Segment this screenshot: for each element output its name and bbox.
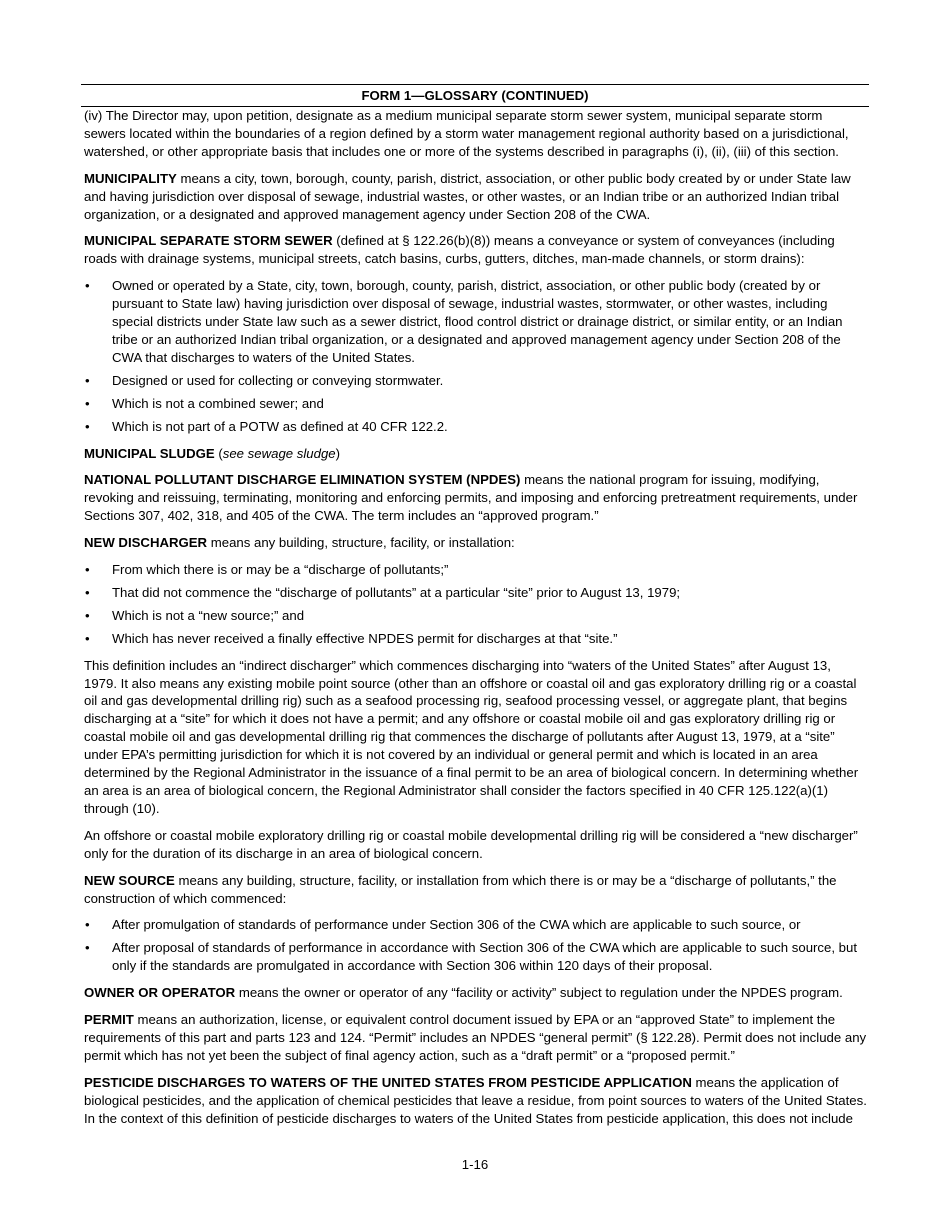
paren-open: ( [214, 445, 223, 461]
definition-municipal-separate-storm-sewer [84, 232, 867, 268]
bullet-icon: • [85, 372, 90, 388]
document-page [81, 84, 869, 1137]
list-item-text: Owned or operated by a State, city, town, borough, county, parish, district, association, or other public body (created by or pursuant to State law) having jurisdiction over disposal of sewage, industrial wastes, stormwater, or other wastes, including special districts under State law such as a sewer district, flood control district or drainage district, or similar entity, or an Indian tribe or an authorized Indian tribal organization, or a designated and approved management agency under Section 208 of the CWA that discharges to waters of the United States. [112, 278, 843, 365]
term-municipality: MUNICIPALITY [84, 170, 177, 186]
list-item [84, 916, 867, 934]
intro-paragraph: (iv) The Director may, upon petition, designate as a medium municipal separate storm sewer system, municipal separate storm sewers located within the boundaries of a region defined by a storm water management regional authority based on a jurisdictional, watershed, or other appropriate basis that includes one or more of the systems described in paragraphs (i), (ii), (iii) of this section. [84, 108, 849, 159]
definition-text: means a city, town, borough, county, parish, district, association, or other public body created by or under State law and having jurisdiction over disposal of sewage, industrial wastes, or other wastes, or an Indian tribe or an authorized Indian tribal organization, or a designated and approved management agency under Section 208 of the CWA. [84, 170, 851, 222]
list-item [84, 607, 867, 625]
definition-pesticide-discharges [84, 1074, 867, 1128]
list-item [84, 561, 867, 579]
definition-text: means the owner or operator of any “facility or activity” subject to regulation under the NPDES program. [235, 985, 843, 1001]
list-item [84, 939, 867, 975]
definition-text: (defined at § 122.26(b)(8)) means a conveyance or system of conveyances (including roads with drainage systems, municipal streets, catch basins, curbs, gutters, ditches, man-made channels, or storm drains): [84, 233, 835, 267]
list-item-text: After promulgation of standards of performance under Section 306 of the CWA which are applicable to such source, or [112, 917, 801, 933]
bullet-icon: • [85, 607, 90, 623]
list-item-text: From which there is or may be a “discharge of pollutants;” [112, 562, 449, 578]
glossary-content [81, 107, 869, 1128]
bullet-icon: • [85, 630, 90, 646]
bullet-icon: • [85, 584, 90, 600]
bullet-list-mss [84, 277, 867, 435]
list-item-text: Which is not a “new source;” and [112, 607, 305, 623]
list-item-text: Which is not part of a POTW as defined at 40 CFR 122.2. [112, 418, 448, 434]
term-permit: PERMIT [84, 1012, 134, 1028]
bullet-icon: • [85, 562, 90, 578]
list-item [84, 418, 867, 436]
cross-reference: see sewage sludge [222, 445, 336, 461]
bullet-list-new-discharger [84, 561, 867, 648]
bullet-icon: • [85, 418, 90, 434]
definition-npdes [84, 471, 867, 525]
term-municipal-separate-storm-sewer: MUNICIPAL SEPARATE STORM SEWER [84, 233, 333, 249]
term-new-discharger: NEW DISCHARGER [84, 535, 208, 551]
definition-text: means the application of biological pesticides, and the application of chemical pesticides that leave a residue, from point sources to waters of the United States. In the context of this definition of pesticide discharges to waters of the United States from pesticide application, this does not include [84, 1074, 867, 1126]
list-item-text: Designed or used for collecting or conveying stormwater. [112, 372, 444, 388]
definition-text: means any building, structure, facility, or installation from which there is or may be a “discharge of pollutants,” the construction of which commenced: [84, 872, 837, 906]
bullet-icon: • [85, 940, 90, 956]
definition-municipality [84, 170, 867, 224]
definition-owner-or-operator [84, 984, 867, 1002]
page-number: 1-16 [461, 1157, 489, 1172]
term-pesticide-discharges: PESTICIDE DISCHARGES TO WATERS OF THE UNITED STATES FROM PESTICIDE APPLICATION [84, 1074, 692, 1090]
definition-text: means any building, structure, facility, or installation: [207, 535, 515, 551]
list-item [84, 630, 867, 648]
definition-new-source [84, 872, 867, 908]
bullet-icon: • [85, 917, 90, 933]
term-new-source: NEW SOURCE [84, 872, 175, 888]
new-discharger-offshore-note: An offshore or coastal mobile exploratory drilling rig or coastal mobile developmental drilling rig will be considered a “new discharger” only for the duration of its discharge in an area of biological concern. [84, 827, 858, 861]
paren-close: ) [335, 445, 341, 461]
list-item [84, 584, 867, 602]
list-item-text: Which has never received a finally effective NPDES permit for discharges at that “site.” [112, 630, 618, 646]
new-discharger-explanation: This definition includes an “indirect discharger” which commences discharging into “waters of the United States” after August 13, 1979. It also means any existing mobile point source (other than an offshore or coastal oil and gas exploratory drilling rig or a coastal oil and gas developmental drilling rig) such as a seafood processing rig, seafood processing vessel, or aggregate plant, that begins discharging at a “site” for which it does not have a permit; and any offshore or coastal mobile oil and gas exploratory drilling rig or coastal mobile oil and gas developmental drilling rig that commences the discharge of pollutants after August 13, 1979, at a “site” under EPA’s permitting jurisdiction for which it is not covered by an individual or general permit and which is located in an area determined by the Regional Administrator in the issuance of a final permit to be an area of biological concern. In determining whether an area is an area of biological concern, the Regional Administrator shall consider the factors specified in 40 CFR 125.122(a)(1) through (10). [84, 657, 859, 816]
bullet-icon: • [85, 278, 90, 294]
term-npdes: NATIONAL POLLUTANT DISCHARGE ELIMINATION SYSTEM (NPDES) [84, 472, 521, 488]
list-item-text: After proposal of standards of performance in accordance with Section 306 of the CWA which are applicable to such source, but only if the standards are promulgated in accordance with Section 306 within 120 days of their proposal. [112, 940, 858, 974]
list-item [84, 277, 867, 367]
definition-new-discharger [84, 534, 867, 552]
list-item-text: Which is not a combined sewer; and [112, 395, 324, 411]
definition-text: means the national program for issuing, modifying, revoking and reissuing, terminating, monitoring and enforcing permits, and imposing and enforcing pretreatment requirements, under Sections 307, 402, 318, and 405 of the CWA. The term includes an “approved program.” [84, 472, 858, 524]
definition-municipal-sludge [84, 445, 867, 463]
definition-text: means an authorization, license, or equivalent control document issued by EPA or an “approved State” to implement the requirements of this part and parts 123 and 124. “Permit” includes an NPDES “general permit” (§ 122.28). Permit does not include any permit which has not yet been the subject of final agency action, such as a “draft permit” or a “proposed permit.” [84, 1012, 867, 1063]
bullet-icon: • [85, 395, 90, 411]
list-item [84, 372, 867, 390]
term-municipal-sludge: MUNICIPAL SLUDGE [84, 445, 215, 461]
list-item-text: That did not commence the “discharge of pollutants” at a particular “site” prior to August 13, 1979; [112, 584, 681, 600]
page-title: FORM 1—GLOSSARY (CONTINUED) [81, 84, 869, 107]
bullet-list-new-source [84, 916, 867, 975]
term-owner-or-operator: OWNER OR OPERATOR [84, 985, 236, 1001]
list-item [84, 395, 867, 413]
definition-permit [84, 1011, 867, 1065]
